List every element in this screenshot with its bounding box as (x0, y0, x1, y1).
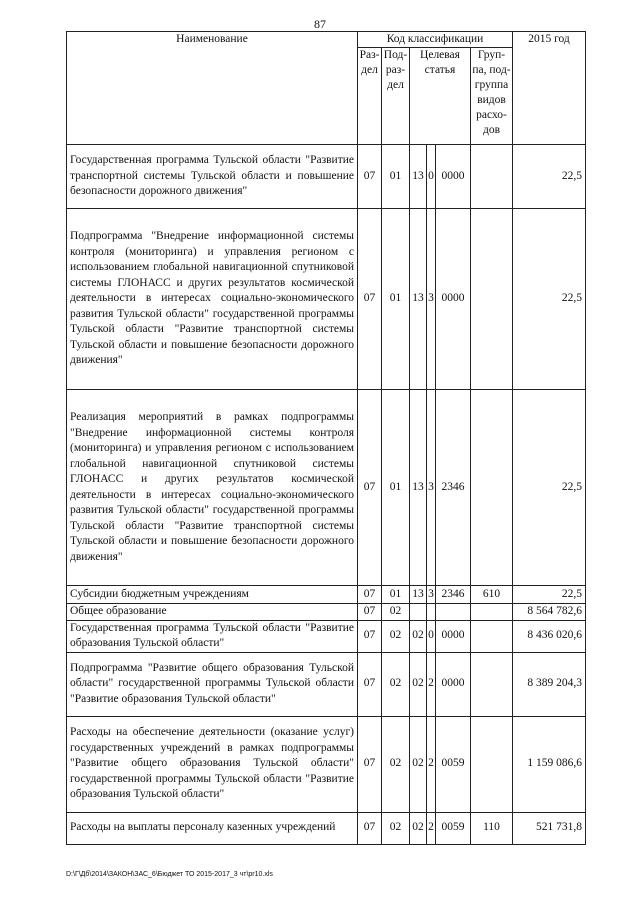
row-target-1 (410, 604, 427, 621)
table-row (67, 716, 586, 812)
row-target-2: 3 (427, 209, 436, 390)
row-amount: 1 159 086,6 (513, 716, 586, 812)
row-name: Государственная программа Тульской области "Развитие образования Тульской области" (67, 620, 358, 652)
table-row (67, 145, 586, 209)
row-name: Расходы на обеспечение деятельности (оказание услуг) государственных учреждений в рамках подпрограммы "Развитие общего образования Тульской области" государственной программы Тульской области "Развитие образования Тульской области" (67, 716, 358, 812)
row-amount: 22,5 (513, 390, 586, 586)
header-group: Груп-па, под-группа видов расхо-дов (471, 48, 513, 145)
row-amount: 8 436 020,6 (513, 620, 586, 652)
file-path-footer: D:\Г\Дб\2014\ЗАКОН\ЗАС_6\Бюджет ТО 2015-2017_3 чт\pr10.xls (66, 871, 273, 878)
row-target-3: 0000 (436, 145, 471, 209)
table-row (67, 209, 586, 390)
header-year: 2015 год (513, 32, 586, 145)
row-expense-type (471, 716, 513, 812)
row-target-2: 2 (427, 716, 436, 812)
row-target-3: 0059 (436, 716, 471, 812)
row-amount: 521 731,8 (513, 812, 586, 844)
row-expense-type: 610 (471, 586, 513, 604)
row-name: Подпрограмма "Внедрение информационной системы контроля (мониторинга) и управления регионом с использованием глобальной навигационной спутниковой системы ГЛОНАСС и других результатов космической деятельности в интересах социально-экономического развития Тульской области" государственной программы Тульской области "Развитие транспортной системы Тульской области и повышение безопасности дорожного движения" (67, 209, 358, 390)
row-target-2: 2 (427, 812, 436, 844)
row-target-3: 0000 (436, 652, 471, 716)
row-target-3: 0000 (436, 209, 471, 390)
row-subsection: 01 (382, 586, 410, 604)
row-target-2 (427, 604, 436, 621)
row-target-1: 02 (410, 652, 427, 716)
row-target-1: 13 (410, 209, 427, 390)
row-target-3: 2346 (436, 390, 471, 586)
row-expense-type (471, 652, 513, 716)
row-section: 07 (358, 390, 382, 586)
row-amount: 8 564 782,6 (513, 604, 586, 621)
row-subsection: 01 (382, 209, 410, 390)
row-name: Реализация мероприятий в рамках подпрограммы "Внедрение информационной системы контроля (мониторинга) и управления регионом с использованием глобальной навигационной спутниковой системы ГЛОНАСС и других результатов космической деятельности в интересах социально-экономического развития Тульской области" государственной программы Тульской области "Развитие транспортной системы Тульской области и повышение безопасности дорожного движения" (67, 390, 358, 586)
header-subsection: Под-раз-дел (382, 48, 410, 145)
row-target-1: 02 (410, 716, 427, 812)
header-code-group: Код классификации (358, 32, 513, 48)
row-name: Подпрограмма "Развитие общего образования Тульской области" государственной программы Тульской области "Развитие образования Тульской области" (67, 652, 358, 716)
row-amount: 22,5 (513, 209, 586, 390)
table-row (67, 586, 586, 604)
row-target-3: 2346 (436, 586, 471, 604)
row-subsection: 02 (382, 812, 410, 844)
row-name: Государственная программа Тульской области "Развитие транспортной системы Тульской области и повышение безопасности дорожного движения" (67, 145, 358, 209)
table-row (67, 390, 586, 586)
table-row (67, 812, 586, 844)
row-subsection: 02 (382, 604, 410, 621)
row-subsection: 02 (382, 620, 410, 652)
row-target-2: 0 (427, 145, 436, 209)
row-target-1: 02 (410, 812, 427, 844)
row-target-1: 13 (410, 390, 427, 586)
row-expense-type (471, 390, 513, 586)
row-name: Субсидии бюджетным учреждениям (67, 586, 358, 604)
row-expense-type (471, 604, 513, 621)
row-subsection: 01 (382, 145, 410, 209)
row-section: 07 (358, 620, 382, 652)
header-section: Раз-дел (358, 48, 382, 145)
row-target-2: 2 (427, 652, 436, 716)
row-expense-type (471, 209, 513, 390)
row-target-1: 13 (410, 145, 427, 209)
row-amount: 22,5 (513, 586, 586, 604)
row-name: Расходы на выплаты персоналу казенных учреждений (67, 812, 358, 844)
budget-table (66, 31, 586, 845)
row-subsection: 01 (382, 390, 410, 586)
row-expense-type (471, 620, 513, 652)
row-name: Общее образование (67, 604, 358, 621)
page-number: 87 (314, 17, 326, 31)
header-name: Наименование (67, 32, 358, 145)
row-target-3: 0059 (436, 812, 471, 844)
row-subsection: 02 (382, 716, 410, 812)
row-target-1: 13 (410, 586, 427, 604)
table-row (67, 620, 586, 652)
header-target: Целевая статья (410, 48, 471, 145)
row-target-2: 3 (427, 390, 436, 586)
row-target-3: 0000 (436, 620, 471, 652)
row-section: 07 (358, 652, 382, 716)
row-expense-type (471, 145, 513, 209)
row-expense-type: 110 (471, 812, 513, 844)
row-section: 07 (358, 604, 382, 621)
table-row (67, 604, 586, 621)
row-section: 07 (358, 209, 382, 390)
row-target-2: 0 (427, 620, 436, 652)
row-subsection: 02 (382, 652, 410, 716)
row-target-1: 02 (410, 620, 427, 652)
table-row (67, 652, 586, 716)
row-target-3 (436, 604, 471, 621)
row-target-2: 3 (427, 586, 436, 604)
row-section: 07 (358, 586, 382, 604)
row-section: 07 (358, 812, 382, 844)
row-section: 07 (358, 716, 382, 812)
row-amount: 8 389 204,3 (513, 652, 586, 716)
row-amount: 22,5 (513, 145, 586, 209)
row-section: 07 (358, 145, 382, 209)
